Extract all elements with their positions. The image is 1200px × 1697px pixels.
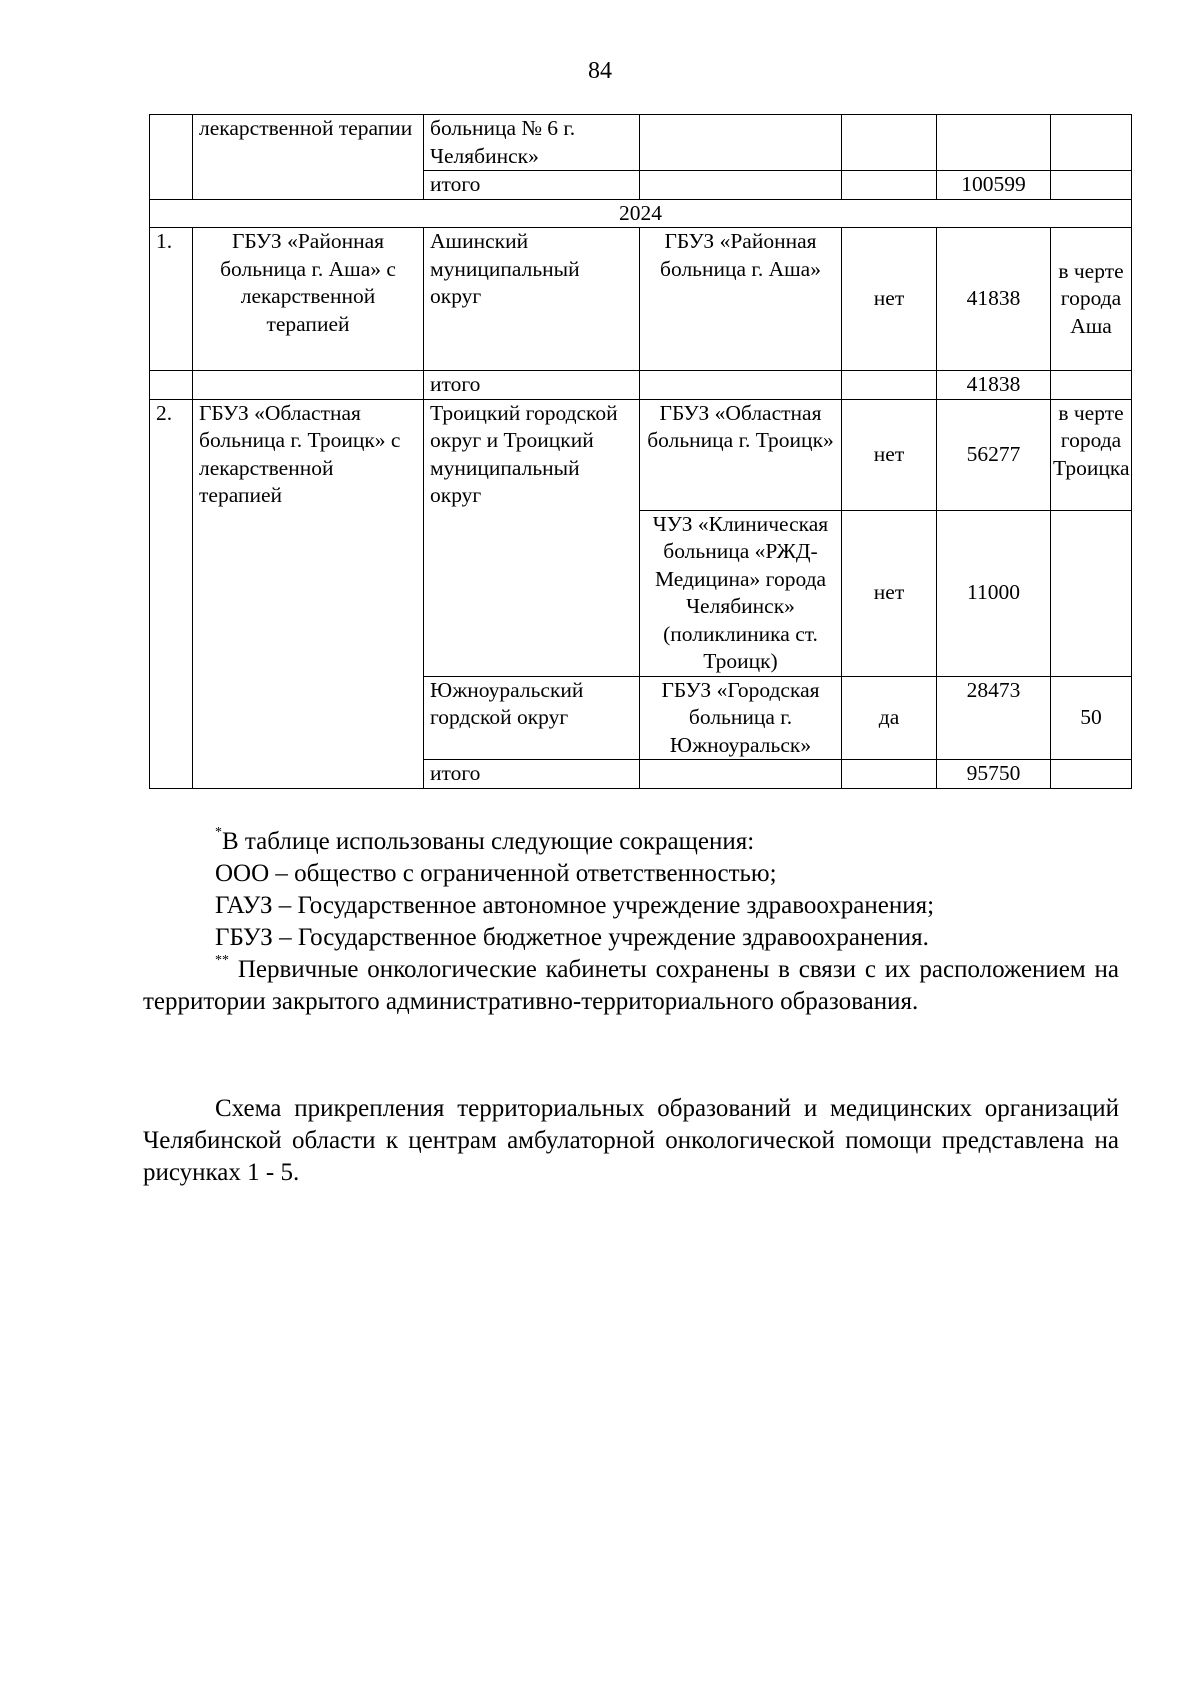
table-row <box>150 399 1132 510</box>
footnote-second: Первичные онкологические кабинеты сохранены в связи с их расположением на территории закрытого административно-территориального образования. <box>143 956 1120 1015</box>
hospital-cell: ГБУЗ «Районная больница г. Аша» <box>640 228 842 371</box>
municipality-cell: Южноуральский гордской округ <box>424 676 640 760</box>
hospital-cell: больница № 6 г. Челябинск» <box>424 115 640 171</box>
total-label: итого <box>424 760 640 789</box>
hospital-cell: ГБУЗ «Областная больница г. Троицк» <box>640 399 842 510</box>
table-row <box>150 228 1132 371</box>
note-cell: 50 <box>1051 676 1132 760</box>
footnote-double-star <box>143 954 1119 1018</box>
note-cell: в черте города Аша <box>1051 228 1132 371</box>
hospital-cell: ГБУЗ «Городская больница г. Южноуральск» <box>640 676 842 760</box>
page-number: 84 <box>588 58 612 84</box>
allocation-table <box>149 114 1132 789</box>
table-row <box>150 371 1132 400</box>
total-value: 100599 <box>937 171 1051 200</box>
total-value: 95750 <box>937 760 1051 789</box>
org-cell: ГБУЗ «Областная больница г. Троицк» с лекарственной терапией <box>193 399 424 788</box>
org-cell: ГБУЗ «Районная больница г. Аша» с лекарственной терапией <box>193 228 424 371</box>
row-number: 1. <box>150 228 193 371</box>
footnote-star <box>143 826 1119 858</box>
closing-paragraph: Схема прикрепления территориальных образований и медицинских организаций Челябинской области к центрам амбулаторной онкологической помощи представлена на рисунках 1 - 5. <box>143 1095 1119 1186</box>
total-label: итого <box>424 171 640 200</box>
table-row <box>150 115 1132 171</box>
municipality-cell: Троицкий городской округ и Троицкий муниципальный округ <box>424 399 640 676</box>
footnote-mark: ** <box>215 953 229 968</box>
population-cell: 11000 <box>937 510 1051 676</box>
flag-cell: нет <box>842 399 937 510</box>
flag-cell: нет <box>842 228 937 371</box>
footnote-mark: * <box>215 825 222 840</box>
note-cell: в черте города Троицка <box>1051 399 1132 510</box>
municipality-cell: Ашинский муниципальный округ <box>424 228 640 371</box>
hospital-cell: ЧУЗ «Клиническая больница «РЖД-Медицина» города Челябинск» (поликлиника ст. Троицк) <box>640 510 842 676</box>
abbr-ooo: ООО – общество с ограниченной ответственностью; <box>215 860 777 887</box>
abbr-gbuz: ГБУЗ – Государственное бюджетное учреждение здравоохранения. <box>215 924 929 951</box>
row-number: 2. <box>150 399 193 788</box>
population-cell: 41838 <box>937 228 1051 371</box>
total-value: 41838 <box>937 371 1051 400</box>
abbr-gauz: ГАУЗ – Государственное автономное учреждение здравоохранения; <box>215 892 935 919</box>
population-cell: 28473 <box>937 676 1051 760</box>
footnote-intro: В таблице использованы следующие сокращения: <box>222 828 755 855</box>
flag-cell: да <box>842 676 937 760</box>
year-row <box>150 199 1132 228</box>
flag-cell: нет <box>842 510 937 676</box>
year-label: 2024 <box>150 199 1132 228</box>
total-label: итого <box>424 371 640 400</box>
population-cell: 56277 <box>937 399 1051 510</box>
footnotes <box>143 826 1119 1018</box>
org-cell: лекарственной терапии <box>193 115 424 200</box>
